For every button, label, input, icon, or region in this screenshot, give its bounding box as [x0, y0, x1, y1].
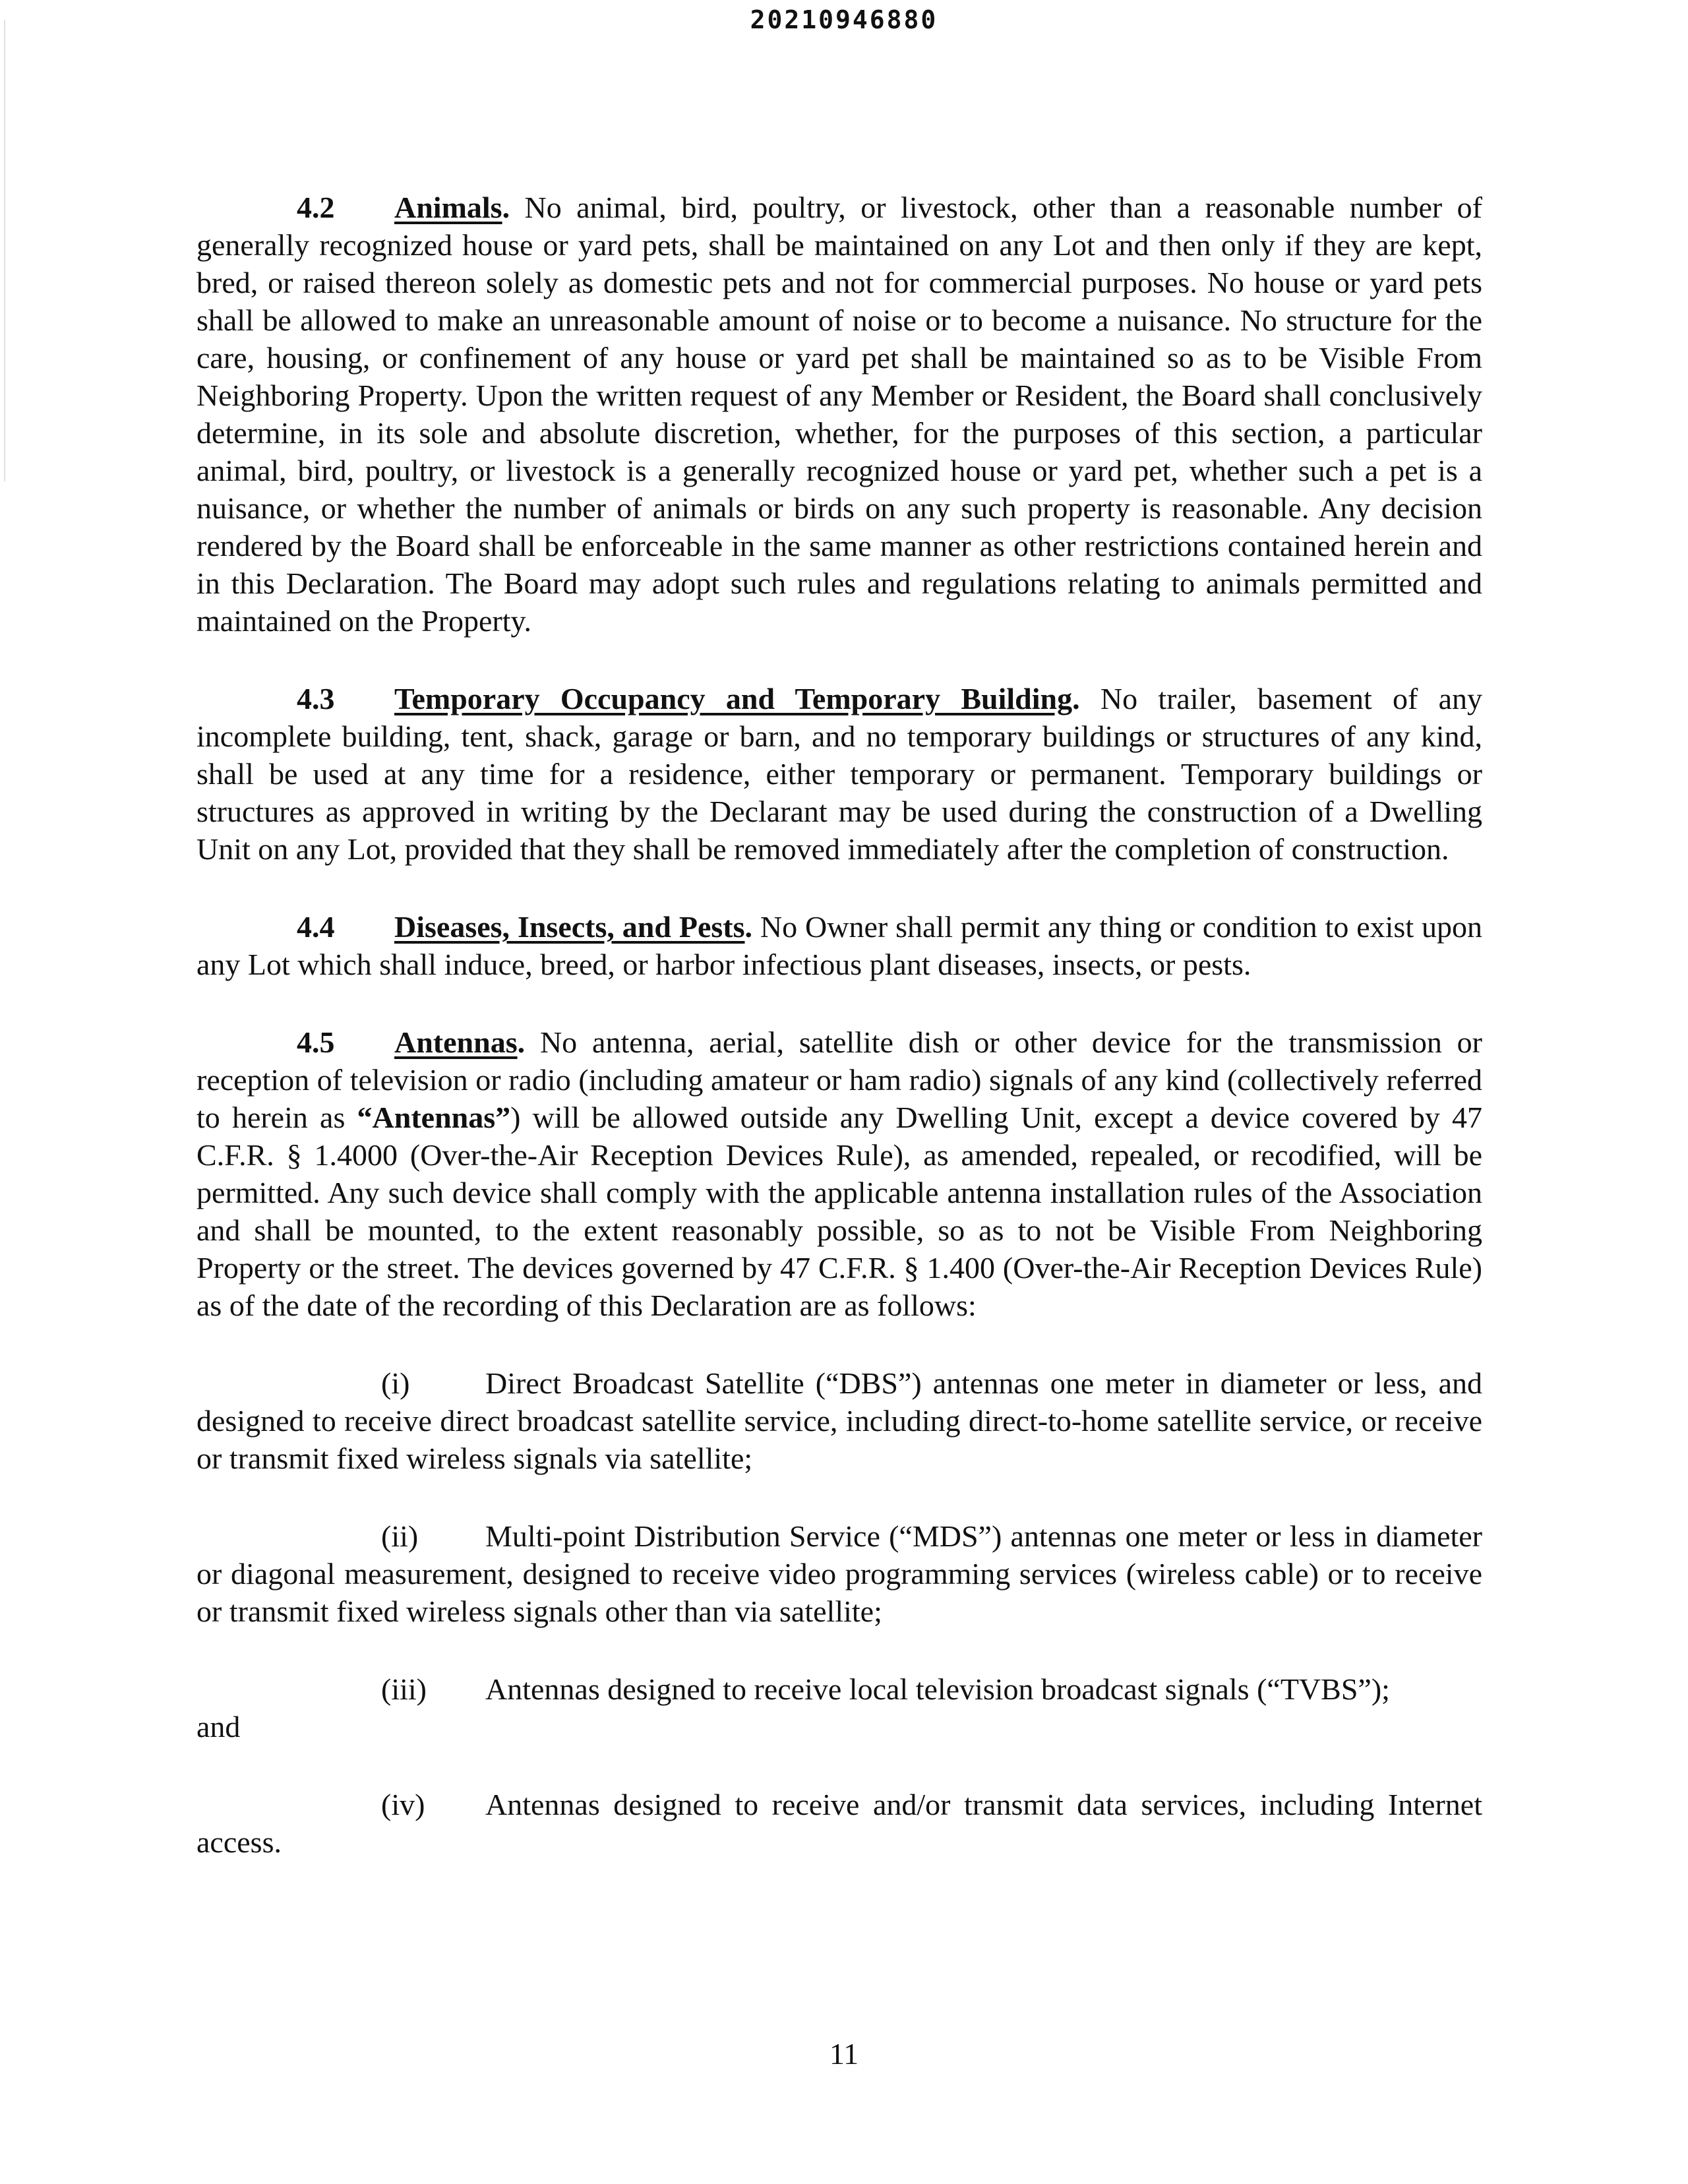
subitem-iii	[196, 1670, 1482, 1708]
subitem-label: (ii)	[381, 1519, 419, 1553]
section-title: Diseases, Insects, and Pests	[394, 910, 745, 944]
section-number: 4.5	[297, 1025, 335, 1059]
section-number: 4.2	[297, 191, 335, 224]
defined-term: “Antennas”	[357, 1101, 511, 1134]
section-text: No antenna, aerial, satellite dish or other device for the transmission or reception of television or radio (including amateur or ham radio) signals of any kind (collectively referred to herein as	[196, 1025, 1482, 1134]
document-number: 20210946880	[750, 5, 938, 34]
document-body	[196, 189, 1482, 1901]
section-number: 4.3	[297, 682, 335, 715]
subitem-label: (iv)	[381, 1788, 425, 1821]
section-text: No Owner shall permit any thing or condition to exist upon any Lot which shall induce, breed, or harbor infectious plant diseases, insects, or pests.	[196, 910, 1483, 981]
subitem-iv	[196, 1786, 1482, 1861]
section-title: Temporary Occupancy and Temporary Building	[394, 682, 1073, 715]
subitem-text: Antennas designed to receive local television broadcast signals (“TVBS”);	[485, 1672, 1390, 1706]
subitem-text: Direct Broadcast Satellite (“DBS”) antennas one meter in diameter or less, and designed to receive direct broadcast satellite service, including direct-to-home satellite service, or receive or transmit fixed wireless signals via satellite;	[196, 1366, 1482, 1475]
subitem-ii	[196, 1517, 1482, 1630]
subitem-label: (i)	[381, 1366, 410, 1400]
section-title: Animals	[394, 191, 502, 224]
subitem-i	[196, 1364, 1482, 1477]
subitem-label: (iii)	[381, 1672, 427, 1706]
subitem-text: Multi-point Distribution Service (“MDS”) antennas one meter or less in diameter or diagonal measurement, designed to receive video programming services (wireless cable) or to receive or transmit fixed wireless signals other than via satellite;	[196, 1519, 1482, 1628]
section-4-2: 4.2 Animals. No animal, bird, poultry, or livestock, other than a reasonable number of generally recognized house or yard pets, shall be maintained on any Lot and then only if they are kept, bred, or raised thereon solely as domestic pets and not for commercial purposes. No house or yard pets shall be allowed to make an unreasonable amount of noise or to become a nuisance. No structure for the care, housing, or confinement of any house or yard pet shall be maintained so as to be Visible From Neighboring Property. Upon the written request of any Member or Resident, the Board shall conclusively determine, in its sole and absolute discretion, whether, for the purposes of this section, a particular animal, bird, poultry, or livestock is a generally recognized house or yard pet, whether such a pet is a nuisance, or whether the number of animals or birds on any such property is reasonable. Any decision rendered by the Board shall be enforceable in the same manner as other restrictions contained herein and in this Declaration. The Board may adopt such rules and regulations relating to animals permitted and maintained on the Property.	[196, 189, 1482, 640]
section-text-continued: ) will be allowed outside any Dwelling Unit, except a device covered by 47 C.F.R. § 1.4000 (Over-the-Air Reception Devices Rule), as amended, repealed, or recodified, will be permitted. Any such device shall comply with the applicable antenna installation rules of the Association and shall be mounted, to the extent reasonably possible, so as to not be Visible From Neighboring Property or the street. The devices governed by 47 C.F.R. § 1.400 (Over-the-Air Reception Devices Rule) as of the date of the recording of this Declaration are as follows:	[196, 1101, 1483, 1322]
section-4-3: 4.3 Temporary Occupancy and Temporary Building. No trailer, basement of any incomplete building, tent, shack, garage or barn, and no temporary buildings or structures of any kind, shall be used at any time for a residence, either temporary or permanent. Temporary buildings or structures as approved in writing by the Declarant may be used during the construction of a Dwelling Unit on any Lot, provided that they shall be removed immediately after the completion of construction.	[196, 680, 1482, 868]
subitem-text: Antennas designed to receive and/or transmit data services, including Internet access.	[196, 1788, 1482, 1859]
section-text: No animal, bird, poultry, or livestock, other than a reasonable number of generally recognized house or yard pets, shall be maintained on any Lot and then only if they are kept, bred, or raised thereon solely as domestic pets and not for commercial purposes. No house or yard pets shall be allowed to make an unreasonable amount of noise or to become a nuisance. No structure for the care, housing, or confinement of any house or yard pet shall be maintained so as to be Visible From Neighboring Property. Upon the written request of any Member or Resident, the Board shall conclusively determine, in its sole and absolute discretion, whether, for the purposes of this section, a particular animal, bird, poultry, or livestock is a generally recognized house or yard pet, whether such a pet is a nuisance, or whether the number of animals or birds on any such property is reasonable. Any decision rendered by the Board shall be enforceable in the same manner as other restrictions contained herein and in this Declaration. The Board may adopt such rules and regulations relating to animals permitted and maintained on the Property.	[196, 191, 1482, 638]
section-title: Antennas	[394, 1025, 518, 1059]
scan-edge-mark	[4, 20, 5, 481]
section-4-4: 4.4 Diseases, Insects, and Pests. No Owner shall permit any thing or condition to exist upon any Lot which shall induce, breed, or harbor infectious plant diseases, insects, or pests.	[196, 908, 1482, 983]
section-number: 4.4	[297, 910, 335, 944]
section-text: No trailer, basement of any incomplete building, tent, shack, garage or barn, and no temporary buildings or structures of any kind, shall be used at any time for a residence, either temporary or permanent. Temporary buildings or structures as approved in writing by the Declarant may be used during the construction of a Dwelling Unit on any Lot, provided that they shall be removed immediately after the completion of construction.	[196, 682, 1482, 866]
subitem-iii-continuation: and	[196, 1710, 241, 1744]
section-4-5: 4.5 Antennas. No antenna, aerial, satellite dish or other device for the transmission or reception of television or radio (including amateur or ham radio) signals of any kind (collectively referred to herein as “Antennas”) will be allowed outside any Dwelling Unit, except a device covered by 47 C.F.R. § 1.4000 (Over-the-Air Reception Devices Rule), as amended, repealed, or recodified, will be permitted. Any such device shall comply with the applicable antenna installation rules of the Association and shall be mounted, to the extent reasonably possible, so as to not be Visible From Neighboring Property or the street. The devices governed by 47 C.F.R. § 1.400 (Over-the-Air Reception Devices Rule) as of the date of the recording of this Declaration are as follows:	[196, 1023, 1482, 1324]
page-number: 11	[829, 2037, 859, 2071]
